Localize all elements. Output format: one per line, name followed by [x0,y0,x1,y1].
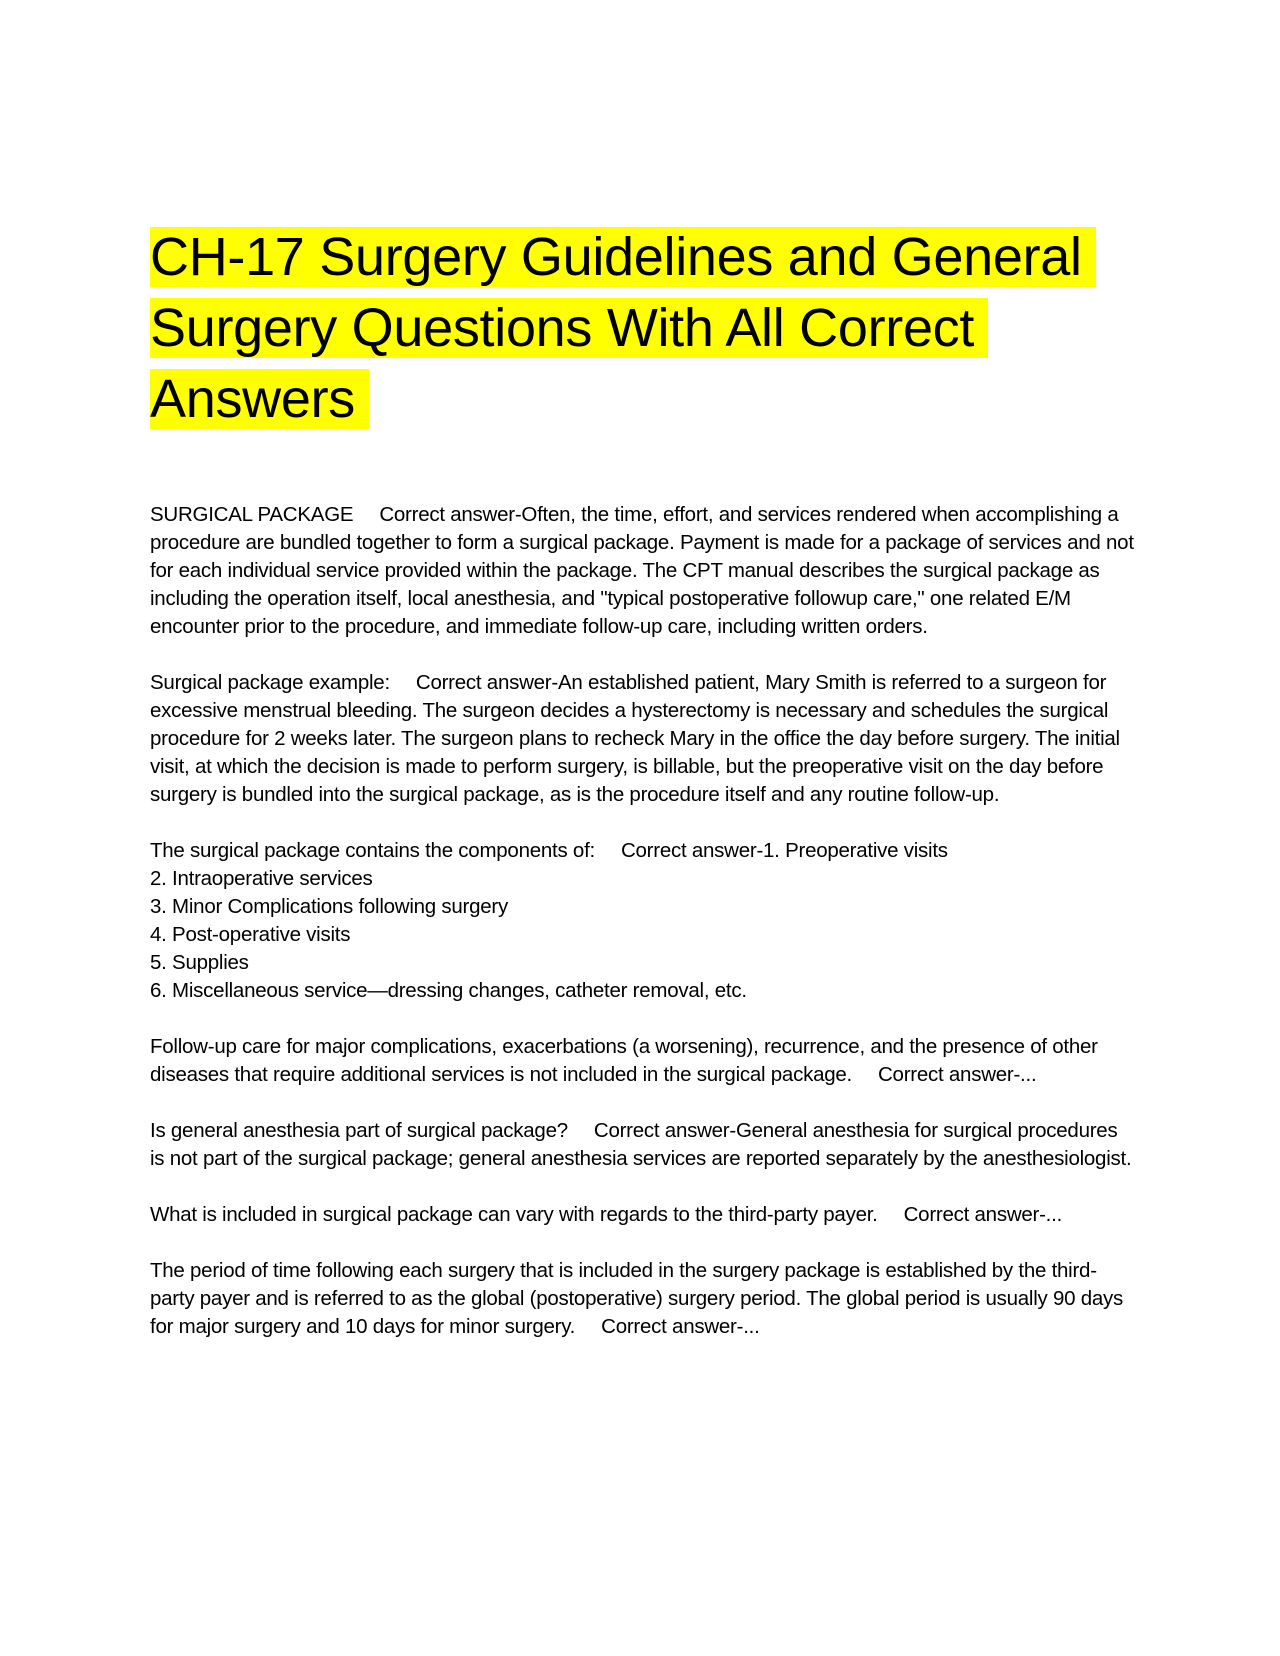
answer-text: Correct answer-... [601,1315,760,1338]
document-page [150,222,1140,1369]
question-text: The surgical package contains the components of: [150,839,595,862]
answer-text: Correct answer-... [903,1203,1063,1226]
question-text: Is general anesthesia part of surgical package? [150,1119,568,1142]
qa-entry [150,1033,1135,1089]
answer-text: Correct answer-General anesthesia for surgical procedures is not part of the surgical package; general anesthesia services are reported separately by the anesthesiologist. [150,1119,1132,1170]
qa-entry [150,669,1135,809]
question-text: Follow-up care for major complications, exacerbations (a worsening), recurrence, and the presence of other diseases that require additional services is not included in the surgical package. [150,1035,1104,1086]
qa-entry [150,1201,1135,1229]
document-title [150,222,1135,435]
qa-entry [150,1117,1135,1173]
question-text: Surgical package example: [150,671,390,694]
qa-entry [150,837,1135,1005]
answer-text: Correct answer-An established patient, Mary Smith is referred to a surgeon for excessive menstrual bleeding. The surgeon decides a hysterectomy is necessary and schedules the surgical procedure for 2 weeks later. The surgeon plans to recheck Mary in the office the day before surgery. The initial visit, at which the decision is made to perform surgery, is billable, but the preoperative visit on the day before surgery is bundled into the surgical package, as is the procedure itself and any routine follow-up. [150,671,1126,806]
question-text: SURGICAL PACKAGE [150,503,354,526]
question-text: What is included in surgical package can vary with regards to the third-party payer. [150,1203,878,1226]
qa-entry [150,501,1140,641]
answer-text: Correct answer-... [877,1063,1037,1086]
title-highlight: CH-17 Surgery Guidelines and General Surgery Questions With All Correct Answers [150,227,1096,429]
answer-text: Correct answer-1. Preoperative visits 2. Intraoperative services 3. Minor Complications following surgery 4. Post-operative visits 5. Supplies 6. Miscellaneous service—dressing changes, catheter removal, etc. [150,839,948,1002]
qa-entry [150,1257,1135,1341]
qa-list [150,501,1140,1341]
question-text: The period of time following each surgery that is included in the surgery package is established by the third-party payer and is referred to as the global (postoperative) surgery period. The global period is usually 90 days for major surgery and 10 days for minor surgery. [150,1259,1129,1338]
answer-text: Correct answer-Often, the time, effort, and services rendered when accomplishing a procedure are bundled together to form a surgical package. Payment is made for a package of services and not for each individual service provided within the package. The CPT manual describes the surgical package as including the operation itself, local anesthesia, and "typical postoperative followup care," one related E/M encounter prior to the procedure, and immediate follow-up care, including written orders. [150,503,1140,638]
